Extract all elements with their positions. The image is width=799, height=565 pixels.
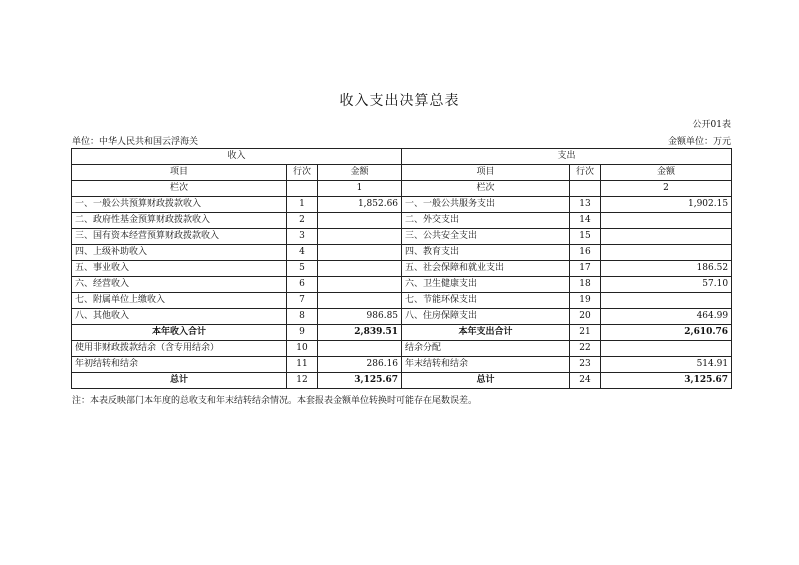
expense-item-cell: 二、外交支出: [402, 213, 570, 229]
table-row: [72, 309, 732, 325]
expense-line-cell: 19: [570, 293, 601, 309]
amount-unit: 金额单位：万元: [667, 137, 731, 147]
expense-line-cell: 20: [570, 309, 601, 325]
table-row: [72, 325, 732, 341]
expense-item-header: 项目: [402, 165, 570, 181]
income-amount-header: 金额: [318, 165, 402, 181]
expense-column-number: 2: [601, 181, 732, 197]
expense-item-cell: 总计: [402, 373, 570, 389]
table-row: [72, 293, 732, 309]
income-line-cell: 1: [287, 197, 318, 213]
expense-item-cell: 四、教育支出: [402, 245, 570, 261]
expense-line-header: 行次: [570, 165, 601, 181]
income-line-cell: 7: [287, 293, 318, 309]
income-item-cell: 五、事业收入: [72, 261, 287, 277]
income-item-cell: 八、其他收入: [72, 309, 287, 325]
income-amount-cell: [318, 341, 402, 357]
expense-item-cell: 五、社会保障和就业支出: [402, 261, 570, 277]
expense-line-cell: 24: [570, 373, 601, 389]
expense-line-cell: 23: [570, 357, 601, 373]
income-line-cell: 5: [287, 261, 318, 277]
income-column-number: 1: [318, 181, 402, 197]
income-item-header: 项目: [72, 165, 287, 181]
expense-amount-cell: 57.10: [601, 277, 732, 293]
table-row: [72, 197, 732, 213]
income-line-cell: 9: [287, 325, 318, 341]
income-line-header: 行次: [287, 165, 318, 181]
income-item-cell: 使用非财政拨款结余（含专用结余）: [72, 341, 287, 357]
expense-item-cell: 本年支出合计: [402, 325, 570, 341]
table-header-columns: [72, 165, 732, 181]
expense-line-cell: 14: [570, 213, 601, 229]
income-line-cell: 6: [287, 277, 318, 293]
income-item-cell: 本年收入合计: [72, 325, 287, 341]
expense-item-cell: 结余分配: [402, 341, 570, 357]
income-item-cell: 四、上级补助收入: [72, 245, 287, 261]
income-amount-cell: 986.85: [318, 309, 402, 325]
form-number: 公开01表: [692, 120, 731, 130]
income-line-empty: [287, 181, 318, 197]
table-column-label-row: [72, 181, 732, 197]
income-item-cell: 总计: [72, 373, 287, 389]
expense-amount-cell: [601, 293, 732, 309]
income-amount-cell: [318, 293, 402, 309]
reporting-unit: 单位：中华人民共和国云浮海关: [72, 137, 199, 147]
expense-line-cell: 22: [570, 341, 601, 357]
expense-amount-cell: [601, 213, 732, 229]
income-amount-cell: [318, 245, 402, 261]
expense-amount-cell: 464.99: [601, 309, 732, 325]
income-item-cell: 二、政府性基金预算财政拨款收入: [72, 213, 287, 229]
table-row: [72, 357, 732, 373]
income-line-cell: 11: [287, 357, 318, 373]
income-item-cell: 六、经营收入: [72, 277, 287, 293]
expense-item-cell: 一、一般公共服务支出: [402, 197, 570, 213]
table-row: [72, 341, 732, 357]
expense-line-cell: 13: [570, 197, 601, 213]
income-item-cell: 年初结转和结余: [72, 357, 287, 373]
expense-line-empty: [570, 181, 601, 197]
table-row: [72, 229, 732, 245]
income-line-cell: 8: [287, 309, 318, 325]
expense-amount-cell: 186.52: [601, 261, 732, 277]
expense-line-cell: 17: [570, 261, 601, 277]
footnote: 注：本表反映部门本年度的总收支和年末结转结余情况。本套报表金额单位转换时可能存在尾数误差。: [72, 396, 478, 406]
income-line-cell: 3: [287, 229, 318, 245]
expense-amount-cell: 3,125.67: [601, 373, 732, 389]
expense-amount-cell: 2,610.76: [601, 325, 732, 341]
income-amount-cell: 286.16: [318, 357, 402, 373]
page-title: 收入支出决算总表: [339, 93, 460, 109]
expense-item-cell: 年末结转和结余: [402, 357, 570, 373]
income-line-cell: 4: [287, 245, 318, 261]
table-row: [72, 373, 732, 389]
table-row: [72, 277, 732, 293]
expense-line-cell: 21: [570, 325, 601, 341]
expense-header: 支出: [402, 149, 732, 165]
expense-amount-cell: 514.91: [601, 357, 732, 373]
income-amount-cell: 3,125.67: [318, 373, 402, 389]
expense-item-cell: 三、公共安全支出: [402, 229, 570, 245]
expense-column-label: 栏次: [402, 181, 570, 197]
income-amount-cell: [318, 229, 402, 245]
expense-line-cell: 18: [570, 277, 601, 293]
income-line-cell: 12: [287, 373, 318, 389]
expense-amount-cell: [601, 341, 732, 357]
expense-item-cell: 八、住房保障支出: [402, 309, 570, 325]
income-column-label: 栏次: [72, 181, 287, 197]
income-line-cell: 10: [287, 341, 318, 357]
income-amount-cell: [318, 213, 402, 229]
expense-item-cell: 七、节能环保支出: [402, 293, 570, 309]
expense-line-cell: 16: [570, 245, 601, 261]
expense-amount-header: 金额: [601, 165, 732, 181]
income-amount-cell: [318, 277, 402, 293]
expense-item-cell: 六、卫生健康支出: [402, 277, 570, 293]
expense-amount-cell: [601, 229, 732, 245]
expense-line-cell: 15: [570, 229, 601, 245]
summary-table: [71, 148, 732, 389]
income-item-cell: 七、附属单位上缴收入: [72, 293, 287, 309]
expense-amount-cell: 1,902.15: [601, 197, 732, 213]
income-line-cell: 2: [287, 213, 318, 229]
income-item-cell: 三、国有资本经营预算财政拨款收入: [72, 229, 287, 245]
table-row: [72, 261, 732, 277]
expense-amount-cell: [601, 245, 732, 261]
income-amount-cell: 2,839.51: [318, 325, 402, 341]
table-header-group: [72, 149, 732, 165]
income-header: 收入: [72, 149, 402, 165]
table-row: [72, 213, 732, 229]
income-amount-cell: [318, 261, 402, 277]
income-amount-cell: 1,852.66: [318, 197, 402, 213]
income-item-cell: 一、一般公共预算财政拨款收入: [72, 197, 287, 213]
table-row: [72, 245, 732, 261]
